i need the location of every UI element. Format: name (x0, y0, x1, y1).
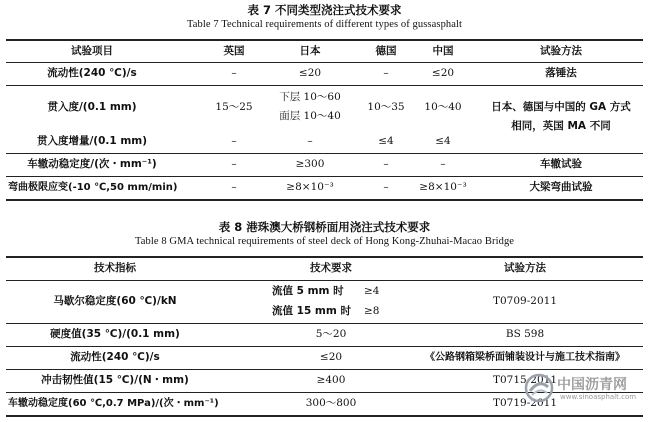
watermark (524, 373, 644, 409)
table7-header-rule (6, 62, 643, 63)
t8-marshall-req1-label: 流值 5 mm 时 (272, 285, 344, 297)
t8-row-rule (6, 346, 643, 347)
t8-fluidity-req: ≤20 (319, 351, 343, 363)
t7-bending-jp: ≥8×10⁻³ (286, 181, 334, 193)
t8-fluidity-method: 《公路钢箱梁桥面铺装设计与施工技术指南》 (425, 352, 625, 363)
sinoasphalt-logo-icon (524, 373, 554, 403)
t8-fluidity-item: 流动性(240 ℃)/s (70, 351, 160, 363)
t7-penetration-method-line1: 日本、德国与中国的 GA 方式 (491, 101, 631, 113)
table7-header-uk: 英国 (223, 45, 245, 57)
table8-header-method: 试验方法 (504, 262, 546, 274)
watermark-name: 中国沥青网 (557, 377, 627, 393)
table8-header-item: 技术指标 (94, 262, 136, 274)
t8-marshall-method: T0709-2011 (493, 295, 557, 307)
t7-increment-de: ≤4 (378, 135, 394, 147)
t7-increment-item: 贯入度增量/(0.1 mm) (36, 135, 148, 147)
t7-fluidity-uk: – (231, 67, 237, 79)
t7-penetration-jp-lower: 下层 10～60 (279, 91, 341, 103)
t8-rutting-method: T0719-2011 (493, 397, 557, 409)
t7-rutting-method: 车辙试验 (540, 158, 582, 170)
t7-fluidity-cn: ≤20 (431, 67, 455, 79)
t7-fluidity-item: 流动性(240 ℃)/s (47, 67, 137, 79)
t8-rutting-item: 车辙动稳定度(60 ℃,0.7 MPa)/(次・mm⁻¹) (8, 398, 219, 409)
table8-title-cn: 表 8 港珠澳大桥钢桥面用浇注式技术要求 (218, 220, 431, 234)
t8-marshall-req2-value: ≥8 (364, 305, 380, 317)
t7-fluidity-de: – (383, 67, 389, 79)
table8-bottom-rule (6, 415, 643, 417)
t8-impact-method: T0715-2011 (493, 374, 557, 386)
t7-penetration-cn: 10～40 (424, 101, 462, 113)
t7-row-rule (6, 85, 643, 86)
t7-row-rule (6, 153, 643, 154)
t7-penetration-method-line2: 相同，英国 MA 不同 (511, 120, 611, 132)
t7-bending-de: – (383, 181, 389, 193)
t8-marshall-req2-label: 流值 15 mm 时 (272, 305, 351, 317)
table7-header-method: 试验方法 (540, 45, 582, 57)
table7-header-de: 德国 (375, 45, 397, 57)
t7-bending-method: 大梁弯曲试验 (529, 181, 593, 193)
t8-hardness-method: BS 598 (505, 328, 545, 340)
t8-row-rule (6, 369, 643, 370)
table8-header-rule (6, 280, 643, 281)
table7-header-item: 试验项目 (71, 45, 113, 57)
table7-title-cn: 表 7 不同类型浇注式技术要求 (247, 3, 402, 17)
t8-hardness-item: 硬度值(35 ℃)/(0.1 mm) (50, 328, 180, 340)
table8-title-en: Table 8 GMA technical requirements of steel deck of Hong Kong-Zhuhai-Macao Bridge (134, 236, 515, 247)
t8-marshall-req1-value: ≥4 (364, 285, 380, 297)
t7-fluidity-jp: ≤20 (298, 67, 322, 79)
t7-increment-cn: ≤4 (435, 135, 451, 147)
t7-penetration-uk: 15～25 (215, 101, 253, 113)
table7-top-rule (6, 39, 643, 41)
watermark-url: www.sinoasphalt.com (560, 393, 637, 401)
t8-impact-req: ≥400 (316, 374, 346, 386)
t7-increment-jp: – (307, 135, 313, 147)
table8-top-rule (6, 256, 643, 258)
t7-bending-item: 弯曲极限应变(-10 ℃,50 mm/min) (8, 182, 178, 193)
t8-hardness-req: 5～20 (315, 328, 347, 340)
table7-bottom-rule (6, 199, 643, 201)
table8-header-req: 技术要求 (310, 262, 352, 274)
t7-bending-uk: – (231, 181, 237, 193)
t7-rutting-de: – (383, 158, 389, 170)
t7-row-rule (6, 176, 643, 177)
t7-bending-cn: ≥8×10⁻³ (419, 181, 467, 193)
t7-increment-uk: – (231, 135, 237, 147)
t8-rutting-req: 300～800 (305, 397, 357, 409)
t7-fluidity-method: 落锤法 (545, 67, 577, 79)
table7-header-jp: 日本 (299, 45, 321, 57)
table7-title-en: Table 7 Technical requirements of different types of gussasphalt (186, 19, 463, 30)
t7-rutting-jp: ≥300 (295, 158, 325, 170)
t7-penetration-item: 贯入度/(0.1 mm) (47, 101, 137, 113)
t7-penetration-de: 10～35 (367, 101, 405, 113)
t7-rutting-cn: – (440, 158, 446, 170)
t8-marshall-item: 马歇尔稳定度(60 ℃)/kN (53, 295, 177, 307)
table7-header-cn: 中国 (432, 45, 454, 57)
t7-penetration-jp-upper: 面层 10～40 (279, 110, 341, 122)
t8-impact-item: 冲击韧性值(15 ℃)/(N・mm) (41, 374, 189, 386)
t7-rutting-item: 车辙动稳定度/(次・mm⁻¹) (27, 158, 157, 170)
t7-rutting-uk: – (231, 158, 237, 170)
t8-row-rule (6, 323, 643, 324)
